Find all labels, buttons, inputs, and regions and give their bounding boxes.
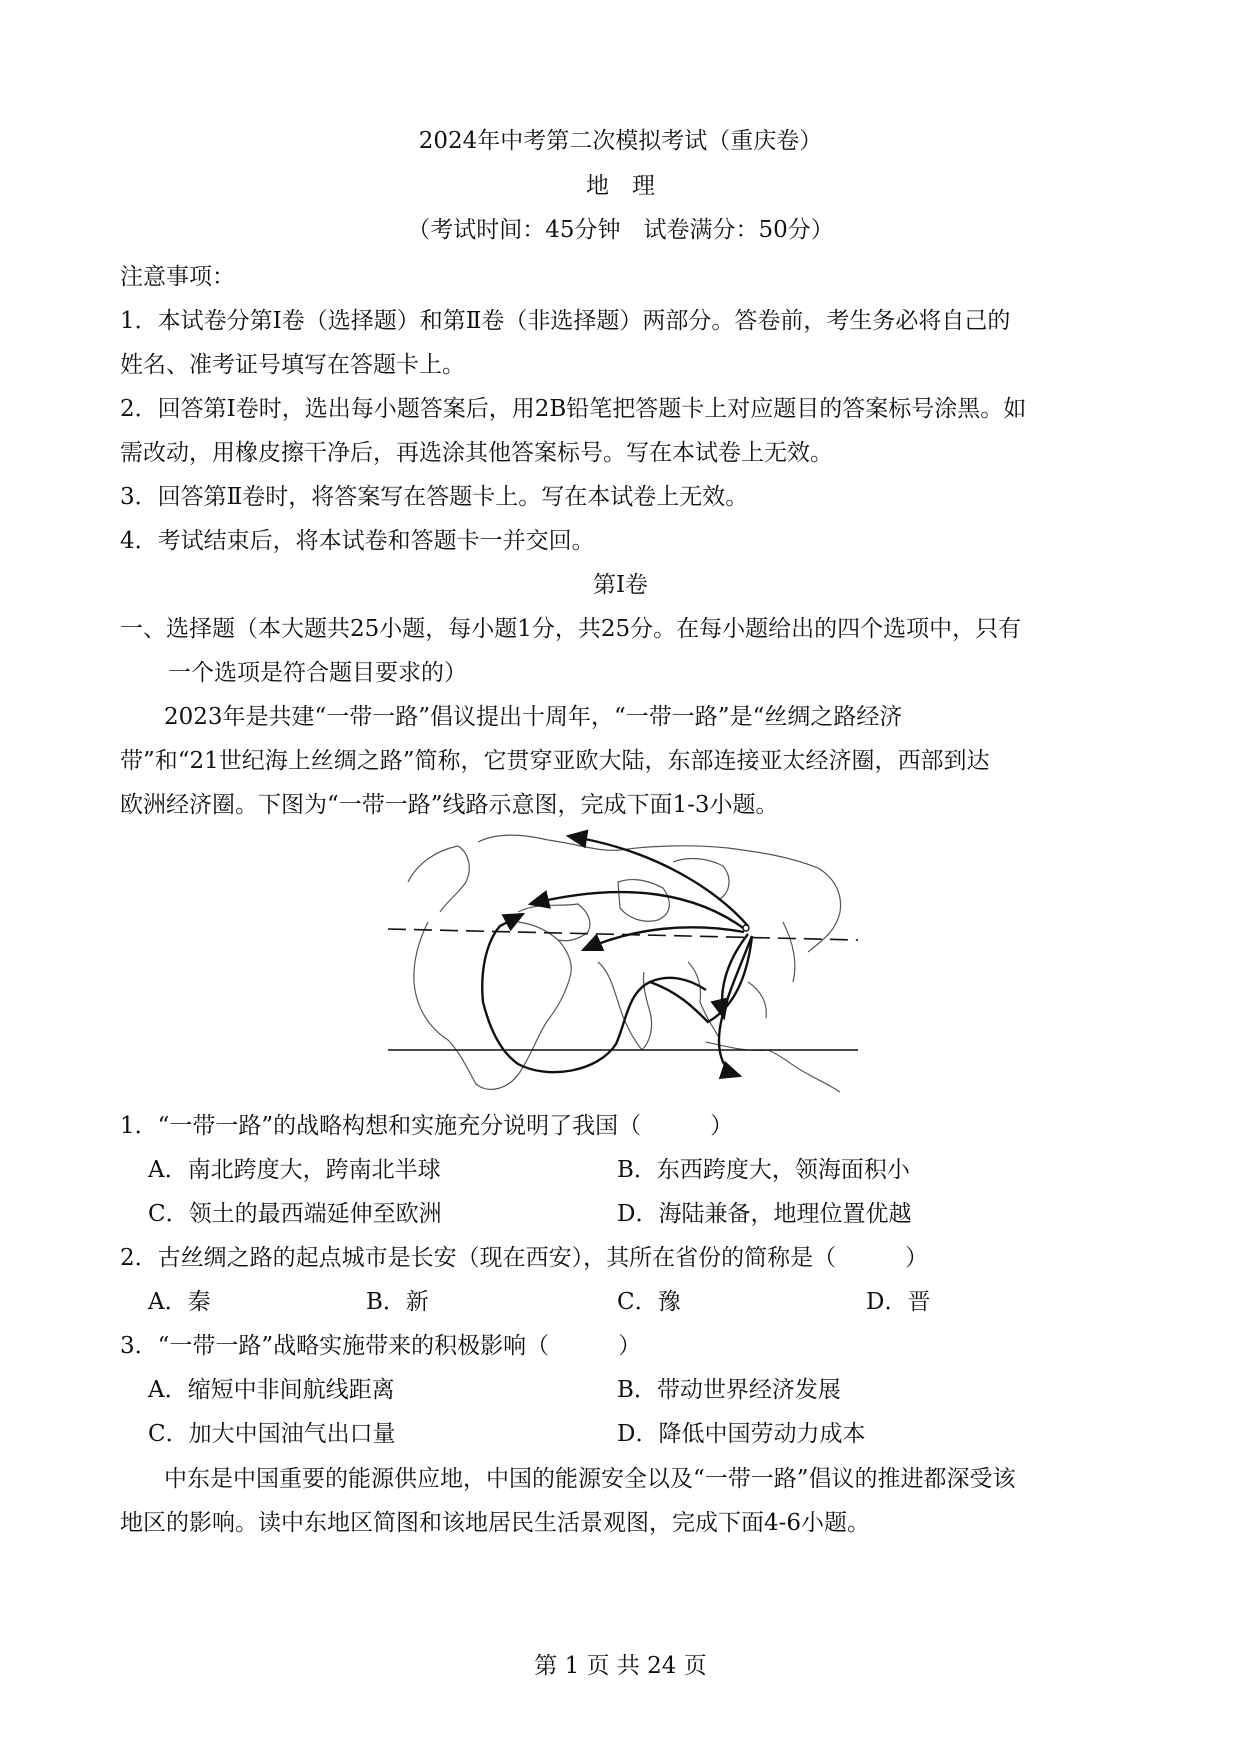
option-c[interactable]: C．豫 [617,1289,681,1315]
option-c[interactable]: C．加大中国油气出口量 [148,1421,396,1447]
notes-line: 姓名、准考证号填写在答题卡上。 [120,352,465,378]
option-a[interactable]: A．秦 [148,1289,211,1315]
subject-title: 地 理 [586,173,655,199]
passage-line: 中东是中国重要的能源供应地，中国的能源安全以及“一带一路”倡议的推进都深受该 [164,1466,1016,1492]
option-a[interactable]: A．缩短中非间航线距离 [148,1377,395,1403]
option-a[interactable]: A．南北跨度大，跨南北半球 [148,1157,441,1183]
notes-line: 需改动，用橡皮擦干净后，再选涂其他答案标号。写在本试卷上无效。 [120,440,833,466]
option-b[interactable]: B．东西跨度大，领海面积小 [617,1157,910,1183]
passage-line: 2023年是共建“一带一路”倡议提出十周年，“一带一路”是“丝绸之路经济 [164,704,903,730]
passage-line: 欧洲经济圈。下图为“一带一路”线路示意图，完成下面1-3小题。 [120,792,779,818]
page-number: 第 1 页 共 24 页 [534,1653,707,1679]
option-d[interactable]: D．降低中国劳动力成本 [617,1421,866,1447]
question-stem: 3．“一带一路”战略实施带来的积极影响（ ） [120,1333,642,1359]
option-b[interactable]: B．带动世界经济发展 [617,1377,841,1403]
section-heading: 一、选择题（本大题共25小题，每小题1分，共25分。在每小题给出的四个选项中，只有 [120,616,1022,642]
option-d[interactable]: D．海陆兼备，地理位置优越 [617,1201,912,1227]
option-b[interactable]: B．新 [366,1289,429,1315]
passage-line: 带”和“21世纪海上丝绸之路”简称，它贯穿亚欧大陆，东部连接亚太经济圈，西部到达 [120,748,990,774]
time-info: （考试时间：45分钟 试卷满分：50分） [407,217,834,243]
option-c[interactable]: C．领土的最西端延伸至欧洲 [148,1201,442,1227]
passage-line: 地区的影响。读中东地区简图和该地居民生活景观图，完成下面4-6小题。 [120,1510,871,1536]
option-d[interactable]: D．晋 [866,1289,931,1315]
question-stem: 2．古丝绸之路的起点城市是长安（现在西安），其所在省份的简称是（ ） [120,1245,929,1271]
question-stem: 1．“一带一路”的战略构想和实施充分说明了我国（ ） [120,1113,734,1139]
notes-line: 1．本试卷分第Ⅰ卷（选择题）和第Ⅱ卷（非选择题）两部分。答卷前，考生务必将自己的 [120,308,1011,334]
belt-and-road-route-map [388,822,858,1099]
section-title: 第Ⅰ卷 [592,572,649,598]
section-heading: 一个选项是符合题目要求的） [168,660,467,686]
notes-line: 4．考试结束后，将本试卷和答题卡一并交回。 [120,528,595,554]
notes-heading: 注意事项： [120,264,235,290]
notes-line: 2．回答第Ⅰ卷时，选出每小题答案后，用2B铅笔把答题卡上对应题目的答案标号涂黑。如 [120,396,1027,422]
notes-line: 3．回答第Ⅱ卷时，将答案写在答题卡上。写在本试卷上无效。 [120,484,749,510]
exam-title: 2024年中考第二次模拟考试（重庆卷） [418,128,823,154]
